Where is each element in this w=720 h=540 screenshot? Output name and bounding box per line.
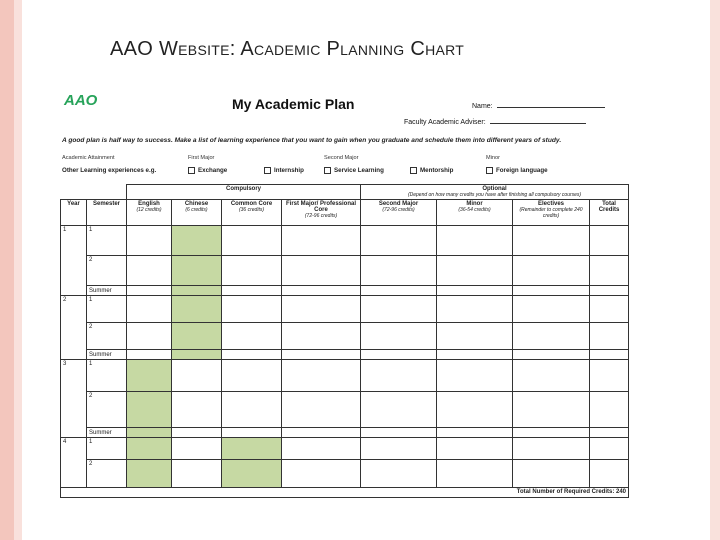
- table-row: [61, 323, 629, 350]
- semester-cell: 2: [87, 460, 127, 488]
- slide-left-stripe: [0, 0, 14, 540]
- plan-cell[interactable]: [172, 360, 222, 392]
- plan-cell[interactable]: [172, 460, 222, 488]
- table-row: [61, 428, 629, 438]
- year-cell: 4: [61, 438, 87, 460]
- plan-cell[interactable]: [361, 392, 437, 428]
- column-header-credits: (72-96 credits): [304, 213, 338, 219]
- semester-cell: 2: [87, 323, 127, 350]
- column-header-credits: (6 credits): [185, 207, 208, 213]
- plan-cell[interactable]: [361, 286, 437, 296]
- slide-left-stripe-light: [14, 0, 22, 540]
- plan-cell[interactable]: [361, 460, 437, 488]
- plan-cell[interactable]: [222, 438, 282, 460]
- column-header-credits: (72-96 credits): [382, 207, 415, 213]
- year-cell: [61, 286, 87, 296]
- column-header: [87, 200, 127, 226]
- plan-cell[interactable]: [361, 226, 437, 256]
- plan-cell[interactable]: [172, 428, 222, 438]
- plan-cell[interactable]: [590, 438, 629, 460]
- plan-cell[interactable]: [222, 256, 282, 286]
- plan-cell[interactable]: [513, 438, 590, 460]
- option-internship[interactable]: Internship: [264, 167, 304, 174]
- plan-cell[interactable]: [437, 286, 513, 296]
- column-header: [127, 200, 172, 226]
- slide-right-stripe: [710, 0, 720, 540]
- academic-plan-document: [42, 84, 640, 502]
- plan-cell[interactable]: [513, 460, 590, 488]
- optional-header: [361, 185, 629, 200]
- column-header-credits: (Remainder to complete 240 credits): [519, 207, 583, 219]
- plan-cell[interactable]: [282, 350, 361, 360]
- column-header: [513, 200, 590, 226]
- semester-cell: 1: [87, 296, 127, 323]
- aao-logo: AAO: [64, 92, 98, 109]
- plan-cell[interactable]: [282, 392, 361, 428]
- year-cell: [61, 392, 87, 428]
- plan-cell[interactable]: [172, 296, 222, 323]
- plan-cell[interactable]: [222, 350, 282, 360]
- plan-cell[interactable]: [437, 428, 513, 438]
- optional-label: Optional: [482, 186, 507, 192]
- semester-cell: 1: [87, 226, 127, 256]
- plan-cell[interactable]: [127, 256, 172, 286]
- column-header: [172, 200, 222, 226]
- plan-cell[interactable]: [222, 428, 282, 438]
- plan-cell[interactable]: [513, 392, 590, 428]
- plan-cell[interactable]: [222, 286, 282, 296]
- column-header-label: Second Major: [378, 201, 419, 207]
- academic-plan-table: [60, 184, 629, 498]
- plan-cell[interactable]: [590, 360, 629, 392]
- semester-cell: 2: [87, 392, 127, 428]
- year-cell: [61, 350, 87, 360]
- column-header-label: Year: [67, 201, 80, 207]
- other-label: Other Learning experiences e.g.: [62, 167, 157, 174]
- adviser-blank: [490, 116, 586, 124]
- plan-cell[interactable]: [282, 226, 361, 256]
- plan-cell[interactable]: [282, 323, 361, 350]
- plan-cell[interactable]: [590, 428, 629, 438]
- plan-cell[interactable]: [127, 226, 172, 256]
- plan-cell[interactable]: [172, 256, 222, 286]
- plan-cell[interactable]: [282, 438, 361, 460]
- plan-cell[interactable]: [127, 360, 172, 392]
- name-blank: [497, 100, 605, 108]
- plan-title: My Academic Plan: [232, 96, 355, 112]
- label-academic: Academic Attainment: [62, 155, 115, 161]
- column-header-label: Total Credits: [598, 201, 620, 213]
- label-second-major: Second Major: [324, 155, 359, 161]
- plan-cell[interactable]: [282, 296, 361, 323]
- plan-cell[interactable]: [222, 392, 282, 428]
- column-header-label: First Major/ Professional Core: [285, 201, 357, 213]
- column-header: [590, 200, 629, 226]
- plan-cell[interactable]: [437, 296, 513, 323]
- name-field: [472, 100, 605, 110]
- plan-cell[interactable]: [172, 226, 222, 256]
- plan-cell[interactable]: [172, 323, 222, 350]
- semester-cell: Summer: [87, 428, 127, 438]
- column-header: [282, 200, 361, 226]
- plan-cell[interactable]: [222, 323, 282, 350]
- table-row: [61, 350, 629, 360]
- label-minor: Minor: [486, 155, 500, 161]
- column-header: [61, 200, 87, 226]
- plan-cell[interactable]: [361, 428, 437, 438]
- column-header-label: Electives: [538, 201, 565, 207]
- plan-cell[interactable]: [437, 392, 513, 428]
- optional-note: (Depend on how many credits you have after finishing all compulsory courses): [407, 192, 582, 198]
- plan-cell[interactable]: [437, 323, 513, 350]
- plan-cell[interactable]: [513, 286, 590, 296]
- checkbox-icon[interactable]: [188, 167, 195, 174]
- year-cell: 3: [61, 360, 87, 392]
- plan-cell[interactable]: [172, 286, 222, 296]
- plan-cell[interactable]: [513, 296, 590, 323]
- plan-cell[interactable]: [127, 323, 172, 350]
- plan-cell[interactable]: [437, 460, 513, 488]
- plan-cell[interactable]: [513, 226, 590, 256]
- adviser-label: Faculty Academic Adviser:: [404, 119, 486, 126]
- table-row: [61, 286, 629, 296]
- plan-cell[interactable]: [513, 428, 590, 438]
- column-header-label: Minor: [466, 201, 483, 207]
- plan-cell[interactable]: [282, 256, 361, 286]
- intro-text: A good plan is half way to success. Make a list of learning experience that you want to gain when you graduate and schedule them into different years of study.: [62, 137, 562, 144]
- year-cell: 2: [61, 296, 87, 323]
- plan-cell[interactable]: [172, 438, 222, 460]
- column-header: [222, 200, 282, 226]
- plan-cell[interactable]: [590, 323, 629, 350]
- plan-cell[interactable]: [437, 360, 513, 392]
- plan-cell[interactable]: [282, 428, 361, 438]
- plan-cell[interactable]: [513, 323, 590, 350]
- table-row: [61, 226, 629, 256]
- column-header-credits: (36-54 credits): [458, 207, 491, 213]
- plan-cell[interactable]: [127, 438, 172, 460]
- plan-cell[interactable]: [222, 460, 282, 488]
- plan-cell[interactable]: [361, 350, 437, 360]
- plan-cell[interactable]: [590, 256, 629, 286]
- table-row: [61, 256, 629, 286]
- plan-cell[interactable]: [590, 286, 629, 296]
- plan-cell[interactable]: [513, 350, 590, 360]
- checkbox-icon[interactable]: [264, 167, 271, 174]
- semester-cell: 2: [87, 256, 127, 286]
- table-row: [61, 360, 629, 392]
- column-header-credits: (12 credits): [136, 207, 162, 213]
- plan-cell[interactable]: [361, 323, 437, 350]
- semester-cell: 1: [87, 438, 127, 460]
- checkbox-icon[interactable]: [410, 167, 417, 174]
- plan-cell[interactable]: [172, 392, 222, 428]
- plan-cell[interactable]: [437, 226, 513, 256]
- plan-cell[interactable]: [361, 438, 437, 460]
- plan-cell[interactable]: [361, 296, 437, 323]
- plan-cell[interactable]: [127, 392, 172, 428]
- year-cell: [61, 323, 87, 350]
- column-header-label: English: [138, 201, 160, 207]
- blank-header-cell: [61, 185, 127, 200]
- plan-cell[interactable]: [127, 428, 172, 438]
- column-header: [361, 200, 437, 226]
- column-header-label: Semester: [92, 201, 121, 207]
- plan-cell[interactable]: [437, 350, 513, 360]
- plan-cell[interactable]: [282, 286, 361, 296]
- plan-cell[interactable]: [590, 350, 629, 360]
- column-header-label: Common Core: [230, 201, 273, 207]
- total-credits-label: Total Number of Required Credits: 240: [61, 488, 629, 498]
- adviser-field: [404, 116, 586, 126]
- table-row: [61, 296, 629, 323]
- name-label: Name:: [472, 103, 493, 110]
- semester-cell: Summer: [87, 286, 127, 296]
- checkbox-icon[interactable]: [486, 167, 493, 174]
- plan-cell[interactable]: [282, 360, 361, 392]
- plan-cell[interactable]: [127, 286, 172, 296]
- option-mentorship[interactable]: Mentorship: [410, 167, 453, 174]
- plan-cell[interactable]: [437, 256, 513, 286]
- plan-cell[interactable]: [361, 360, 437, 392]
- plan-cell[interactable]: [513, 256, 590, 286]
- column-header-credits: (36 credits): [238, 207, 264, 213]
- plan-cell[interactable]: [513, 360, 590, 392]
- plan-cell[interactable]: [127, 350, 172, 360]
- semester-cell: 1: [87, 360, 127, 392]
- plan-cell[interactable]: [172, 350, 222, 360]
- label-first-major: First Major: [188, 155, 215, 161]
- plan-cell[interactable]: [361, 256, 437, 286]
- semester-cell: Summer: [87, 350, 127, 360]
- year-cell: [61, 460, 87, 488]
- column-header-label: Chinese: [184, 201, 209, 207]
- plan-cell[interactable]: [222, 296, 282, 323]
- option-service-learning[interactable]: Service Learning: [324, 167, 384, 174]
- slide-title: AAO Website: Academic Planning Chart: [110, 38, 465, 60]
- option-exchange[interactable]: Exchange: [188, 167, 227, 174]
- column-header: [437, 200, 513, 226]
- compulsory-header: Compulsory: [127, 185, 361, 200]
- plan-cell[interactable]: [437, 438, 513, 460]
- table-row: [61, 438, 629, 460]
- plan-cell[interactable]: [590, 392, 629, 428]
- checkbox-icon[interactable]: [324, 167, 331, 174]
- plan-cell[interactable]: [590, 296, 629, 323]
- year-cell: 1: [61, 226, 87, 256]
- plan-cell[interactable]: [282, 460, 361, 488]
- plan-cell[interactable]: [127, 460, 172, 488]
- plan-cell[interactable]: [222, 360, 282, 392]
- plan-cell[interactable]: [222, 226, 282, 256]
- plan-cell[interactable]: [590, 226, 629, 256]
- table-row: [61, 460, 629, 488]
- table-row: [61, 392, 629, 428]
- plan-cell[interactable]: [590, 460, 629, 488]
- option-foreign-language[interactable]: Foreign language: [486, 167, 548, 174]
- year-cell: [61, 256, 87, 286]
- year-cell: [61, 428, 87, 438]
- plan-cell[interactable]: [127, 296, 172, 323]
